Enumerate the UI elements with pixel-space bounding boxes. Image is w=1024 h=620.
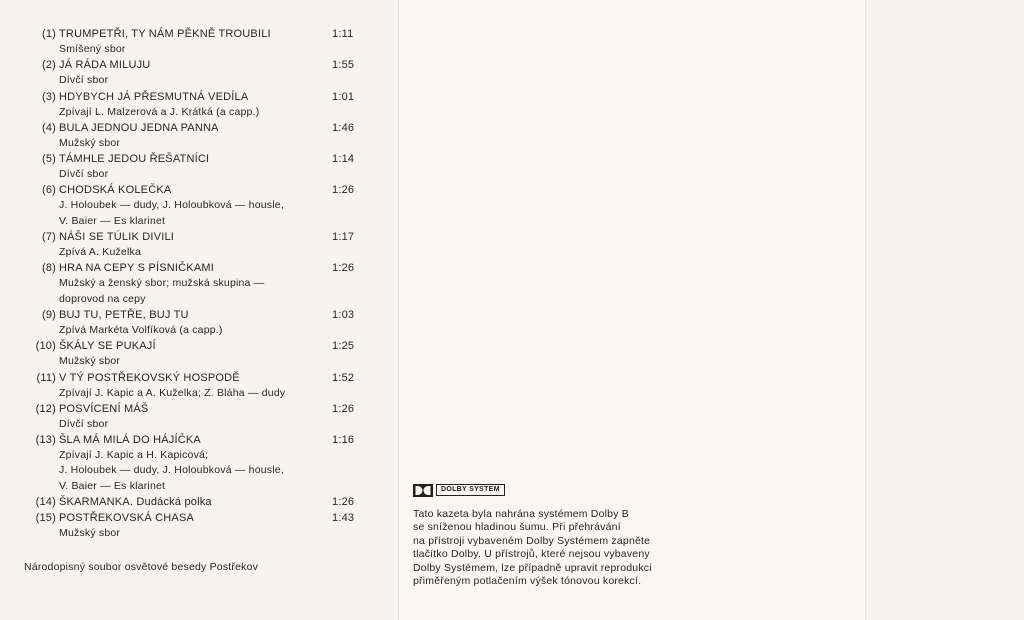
- track-item: [22, 57, 362, 88]
- edge-strip: [865, 0, 1024, 620]
- track-number: (10): [35, 340, 56, 353]
- track-item: [22, 307, 362, 338]
- track-duration: 1:52: [332, 371, 355, 384]
- dolby-double-d-icon: [413, 484, 433, 497]
- track-row: [22, 401, 362, 417]
- track-number: (5): [41, 153, 56, 166]
- track-credit: Dívčí sbor: [59, 168, 109, 181]
- track-item: [22, 260, 362, 307]
- track-row: [22, 57, 362, 73]
- track-credit: Zpívají J. Kapic a H. Kapicová;: [59, 449, 209, 462]
- track-number: (8): [41, 262, 56, 275]
- track-title: CHODSKÁ KOLEČKA: [59, 184, 172, 197]
- track-number: (2): [41, 59, 56, 72]
- track-credit: Zpívají L. Malzerová a J. Krátká (a capp.): [59, 105, 260, 118]
- track-credit: Dívčí sbor: [59, 417, 109, 430]
- track-item: [22, 229, 362, 260]
- track-item: [22, 510, 362, 541]
- track-row: [22, 26, 362, 42]
- track-number: (12): [35, 402, 56, 415]
- track-title: TRUMPETŘI, TY NÁM PĚKNĚ TROUBILI: [59, 28, 271, 40]
- track-number: (3): [41, 90, 56, 103]
- dolby-text-line: tlačítko Dolby. U přístrojů, které nejsou vybaveny: [413, 548, 650, 561]
- track-item: [22, 89, 362, 120]
- track-title: ŠKARMANKA. Dudácká polka: [59, 496, 212, 509]
- tracklist: [22, 26, 362, 541]
- track-duration: 1:46: [332, 121, 355, 134]
- track-title: POSVÍCENÍ MÁŠ: [59, 402, 149, 415]
- track-number: (13): [35, 434, 56, 447]
- track-number: (4): [41, 121, 56, 134]
- track-title: BULA JEDNOU JEDNA PANNA: [59, 121, 219, 134]
- track-duration: 1:25: [332, 340, 355, 353]
- track-duration: 1:26: [332, 496, 355, 509]
- track-duration: 1:26: [332, 262, 355, 275]
- track-row: [22, 89, 362, 105]
- track-credit: Mužský a ženský sbor; mužská skupina —: [59, 277, 265, 290]
- track-credit: Zpívají J. Kapic a A. Kuželka; Z. Bláha — dudy: [59, 386, 286, 399]
- dolby-notice: [413, 483, 743, 588]
- track-title: HDYBYCH JÁ PŘESMUTNÁ VEDÍLA: [59, 90, 249, 103]
- track-credit: Dívčí sbor: [59, 74, 109, 87]
- track-duration: 1:43: [332, 512, 355, 525]
- track-item: [22, 26, 362, 57]
- track-credit: Mužský sbor: [59, 527, 121, 540]
- track-row: [22, 307, 362, 323]
- track-item: [22, 370, 362, 401]
- dolby-text-line: Dolby Systémem, lze případně upravit reprodukci: [413, 561, 652, 574]
- track-row: [22, 229, 362, 245]
- dolby-text-line: se sníženou hladinou šumu. Při přehrávání: [413, 521, 621, 534]
- track-row: [22, 338, 362, 354]
- track-item: [22, 432, 362, 494]
- track-row: [22, 510, 362, 526]
- track-row: [22, 432, 362, 448]
- track-duration: 1:17: [332, 231, 355, 244]
- track-credit: Mužský sbor: [59, 355, 121, 368]
- track-duration: 1:14: [332, 153, 355, 166]
- dolby-text: [413, 508, 743, 588]
- track-item: [22, 182, 362, 229]
- track-number: (14): [35, 496, 56, 509]
- track-credit: doprovod na cepy: [59, 292, 146, 305]
- dolby-system-label: DOLBY SYSTEM: [436, 484, 505, 496]
- track-title: TÁMHLE JEDOU ŘEŠATNÍCI: [59, 153, 210, 166]
- track-duration: 1:26: [332, 402, 355, 415]
- track-item: [22, 151, 362, 182]
- track-credit: Zpívá A. Kuželka: [59, 246, 141, 259]
- track-row: [22, 182, 362, 198]
- track-item: [22, 494, 362, 510]
- track-item: [22, 120, 362, 151]
- track-item: [22, 401, 362, 432]
- track-number: (1): [41, 28, 56, 40]
- track-credit: Smíšený sbor: [59, 43, 126, 55]
- track-row: [22, 151, 362, 167]
- track-row: [22, 120, 362, 136]
- track-credit: J. Holoubek — dudy, J. Holoubková — housle,: [59, 199, 284, 212]
- track-duration: 1:11: [332, 28, 354, 40]
- track-title: NÁŠI SE TÚLIK DIVILI: [59, 231, 175, 244]
- track-duration: 1:03: [332, 308, 355, 321]
- track-credit: V. Baier — Es klarinet: [59, 479, 166, 492]
- track-title: HRA NA CEPY S PÍSNIČKAMI: [59, 262, 214, 275]
- track-number: (11): [36, 371, 56, 384]
- track-duration: 1:01: [332, 90, 355, 103]
- dolby-logo: [413, 483, 743, 497]
- track-number: (9): [41, 308, 56, 321]
- track-number: (7): [41, 231, 56, 244]
- dolby-text-line: přiměřeným potlačením výšek tónovou korekcí.: [413, 575, 642, 588]
- track-duration: 1:55: [332, 59, 355, 72]
- track-title: ŠLA MÁ MILÁ DO HÁJÍČKA: [59, 434, 201, 447]
- track-credit: J. Holoubek — dudy, J. Holoubková — housle,: [59, 464, 284, 477]
- track-title: POSTŘEKOVSKÁ CHASA: [59, 512, 195, 525]
- track-credit: Zpívá Markéta Volfíková (a capp.): [59, 323, 223, 336]
- track-row: [22, 494, 362, 510]
- track-title: BUJ TU, PETŘE, BUJ TU: [59, 308, 189, 321]
- track-title: ŠKÁLY SE PUKAJÍ: [59, 340, 156, 353]
- dolby-text-line: Tato kazeta byla nahrána systémem Dolby B: [413, 508, 629, 520]
- track-number: (6): [41, 184, 56, 197]
- ensemble-credit: Národopisný soubor osvětové besedy Postřekov: [24, 561, 259, 573]
- track-duration: 1:16: [332, 434, 355, 447]
- track-credit: Mužský sbor: [59, 136, 121, 149]
- track-row: [22, 370, 362, 386]
- track-credit: V. Baier — Es klarinet: [59, 214, 166, 227]
- track-duration: 1:26: [332, 184, 355, 197]
- dolby-text-line: na přístroji vybaveném Dolby Systémem zapněte: [413, 534, 651, 547]
- track-title: JÁ RÁDA MILUJU: [59, 59, 151, 72]
- track-row: [22, 260, 362, 276]
- track-title: V TÝ POSTŘEKOVSKÝ HOSPODĚ: [59, 371, 240, 384]
- track-item: [22, 338, 362, 369]
- track-number: (15): [35, 512, 56, 525]
